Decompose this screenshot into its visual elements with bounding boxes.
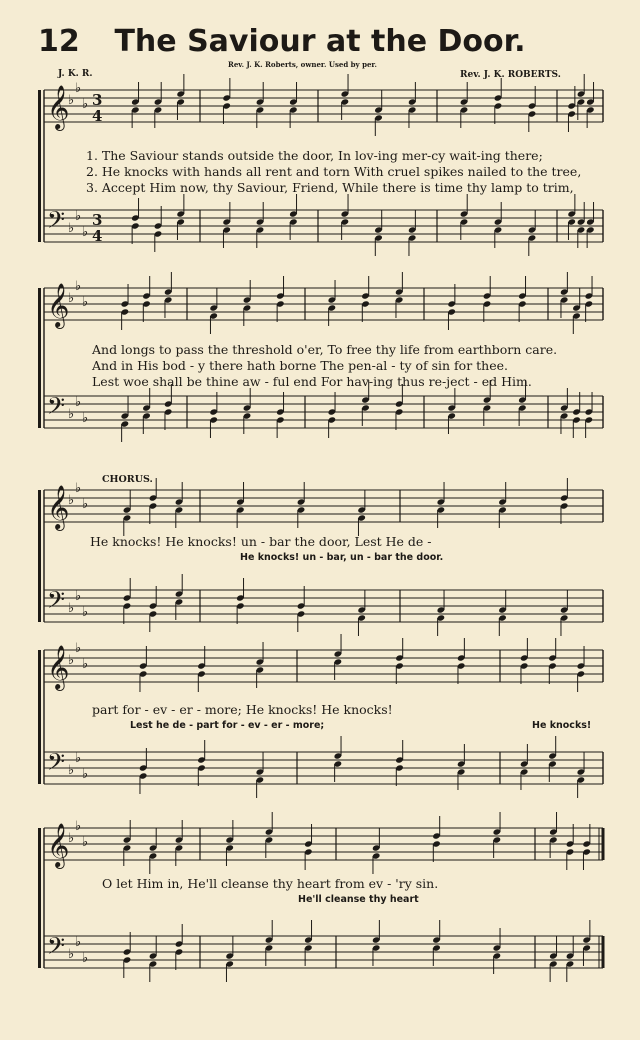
words-credit: J. K. R. xyxy=(58,69,93,79)
flat-sign-icon: ♭ xyxy=(82,835,89,850)
flat-sign-icon: ♭ xyxy=(68,493,75,508)
flat-sign-icon: ♭ xyxy=(75,395,82,410)
system-brace xyxy=(38,490,41,622)
chorus-bass-line-2a: Lest he de - part for - ev - er - more; xyxy=(130,720,325,731)
flat-sign-icon: ♭ xyxy=(82,767,89,782)
system-brace xyxy=(38,650,41,784)
flat-sign-icon: ♭ xyxy=(68,601,75,616)
flat-sign-icon: ♭ xyxy=(75,641,82,656)
flat-sign-icon: ♭ xyxy=(82,951,89,966)
flat-sign-icon: ♭ xyxy=(68,93,75,108)
flat-sign-icon: ♭ xyxy=(82,225,89,240)
music-credit: Rev. J. K. ROBERTS. xyxy=(460,70,561,80)
bass-clef-icon: 𝄢 xyxy=(47,586,66,619)
treble-clef-icon: 𝄞 xyxy=(47,283,70,327)
flat-sign-icon: ♭ xyxy=(75,819,82,834)
flat-sign-icon: ♭ xyxy=(75,751,82,766)
chorus-bass-line-1: He knocks! un - bar, un - bar the door. xyxy=(240,552,444,563)
flat-sign-icon: ♭ xyxy=(82,97,89,112)
flat-sign-icon: ♭ xyxy=(75,279,82,294)
flat-sign-icon: ♭ xyxy=(82,657,89,672)
treble-clef-icon: 𝄞 xyxy=(47,85,70,129)
flat-sign-icon: ♭ xyxy=(68,407,75,422)
flat-sign-icon: ♭ xyxy=(82,605,89,620)
chorus-bass-line-3: He'll cleanse thy heart xyxy=(298,894,419,905)
flat-sign-icon: ♭ xyxy=(68,221,75,236)
verse-3-line-1: 3. Accept Him now, thy Saviour, Friend, While there is time thy lamp to trim, xyxy=(86,180,574,195)
chorus-treble-line-3: O let Him in, He'll cleanse thy heart from ev - 'ry sin. xyxy=(102,876,439,891)
verse-1-line-1: 1. The Saviour stands outside the door, In lov-ing mer-cy wait-ing there; xyxy=(86,148,543,163)
copyright-notice: Rev. J. K. Roberts, owner. Used by per. xyxy=(228,60,377,69)
chorus-bass-line-2b: He knocks! xyxy=(532,720,592,731)
time-signature-top: 3 xyxy=(92,91,103,109)
flat-sign-icon: ♭ xyxy=(75,209,82,224)
flat-sign-icon: ♭ xyxy=(82,497,89,512)
bass-clef-icon: 𝄢 xyxy=(47,932,66,965)
treble-clef-icon: 𝄞 xyxy=(47,645,70,689)
verse-2-line-2: And in His bod - y there hath borne The pen-al - ty of sin for thee. xyxy=(92,358,509,373)
time-signature-bottom: 4 xyxy=(92,227,103,245)
chorus-treble-line-1: He knocks! He knocks! un - bar the door, Lest He de - xyxy=(90,534,432,549)
treble-clef-icon: 𝄞 xyxy=(47,823,70,867)
bass-clef-icon: 𝄢 xyxy=(47,392,66,425)
flat-sign-icon: ♭ xyxy=(75,589,82,604)
system-brace xyxy=(38,828,41,968)
verse-3-line-2: Lest woe shall be thine aw - ful end For hav-ing thus re-ject - ed Him. xyxy=(92,374,532,389)
flat-sign-icon: ♭ xyxy=(75,935,82,950)
hymn-title: The Saviour at the Door. xyxy=(114,24,526,59)
flat-sign-icon: ♭ xyxy=(68,653,75,668)
bass-clef-icon: 𝄢 xyxy=(47,748,66,781)
flat-sign-icon: ♭ xyxy=(68,763,75,778)
verse-2-line-1: 2. He knocks with hands all rent and torn With cruel spikes nailed to the tree, xyxy=(86,164,582,179)
chorus-treble-line-2: part for - ev - er - more; He knocks! He knocks! xyxy=(92,702,393,717)
verse-1-line-2: And longs to pass the threshold o'er, To free thy life from earthborn care. xyxy=(92,342,558,357)
time-signature-bottom: 4 xyxy=(92,107,103,125)
system-brace xyxy=(38,90,41,242)
treble-clef-icon: 𝄞 xyxy=(47,485,70,529)
flat-sign-icon: ♭ xyxy=(68,831,75,846)
bass-clef-icon: 𝄢 xyxy=(47,206,66,239)
flat-sign-icon: ♭ xyxy=(68,291,75,306)
system-brace xyxy=(38,288,41,428)
hymn-number: 12 xyxy=(38,24,80,59)
flat-sign-icon: ♭ xyxy=(82,411,89,426)
time-signature-top: 3 xyxy=(92,211,103,229)
flat-sign-icon: ♭ xyxy=(75,481,82,496)
flat-sign-icon: ♭ xyxy=(75,81,82,96)
flat-sign-icon: ♭ xyxy=(82,295,89,310)
flat-sign-icon: ♭ xyxy=(68,947,75,962)
chorus-label: CHORUS. xyxy=(102,474,153,485)
